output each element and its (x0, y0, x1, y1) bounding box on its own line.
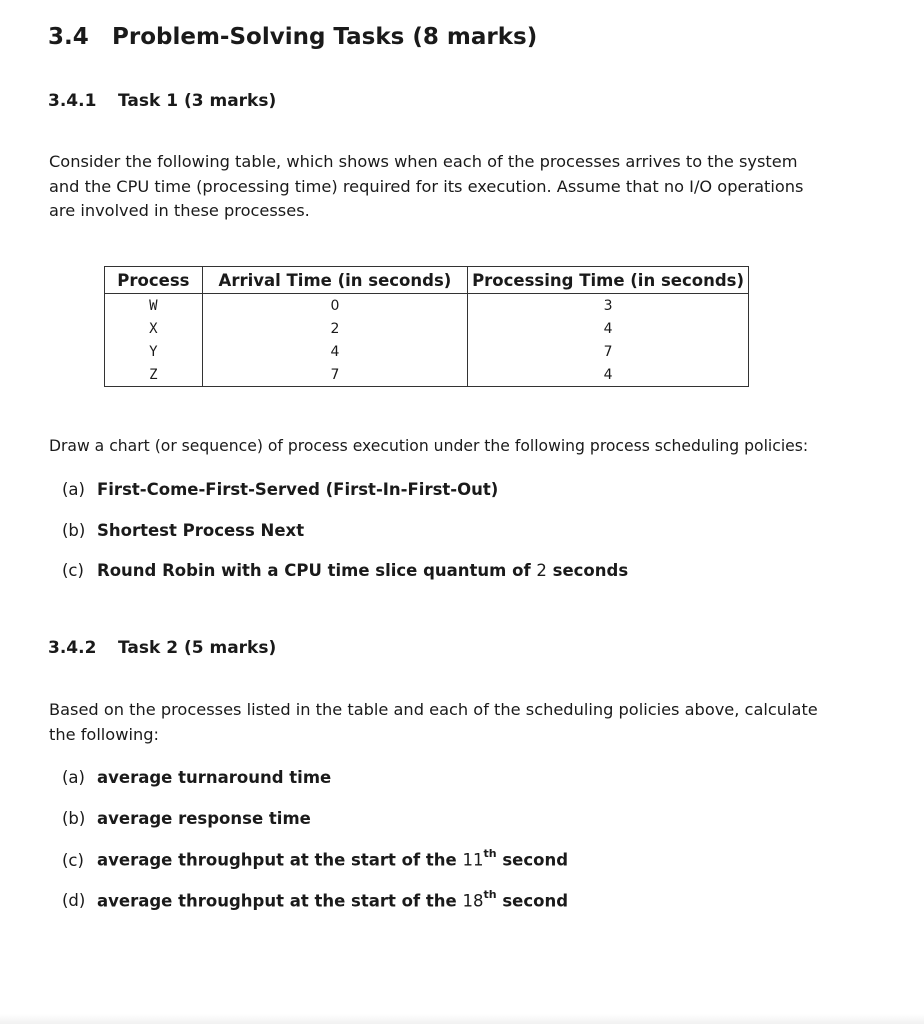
cell-arrival: 4 (202, 340, 467, 363)
page-bottom-edge (0, 1014, 924, 1024)
task2-heading (48, 638, 276, 658)
header-processing-time: Processing Time (in seconds) (468, 267, 749, 294)
table-row (105, 363, 749, 387)
task1-intro-line: Consider the following table, which shows when each of the processes arrives to the system (49, 152, 798, 171)
item-label: (b) (62, 808, 86, 828)
section-number: 3.4 (48, 24, 89, 50)
ordinal-number: 18 (462, 891, 484, 910)
item-text: average turnaround time (97, 768, 332, 787)
list-item (62, 887, 569, 931)
item-text: Shortest Process Next (97, 520, 305, 540)
policy-list (62, 480, 628, 602)
item-label: (b) (62, 520, 86, 540)
item-text: average throughput at the start of the (97, 850, 463, 870)
item-label: (d) (62, 891, 86, 910)
cell-process: X (149, 320, 158, 337)
item-text: average throughput at the start of the (97, 891, 463, 910)
cell-process: W (149, 297, 158, 314)
item-label: (a) (62, 768, 85, 787)
cell-processing: 4 (468, 317, 749, 340)
task2-intro (49, 698, 819, 747)
list-item (62, 521, 628, 562)
cell-processing: 4 (468, 363, 749, 387)
item-label: (c) (62, 561, 84, 580)
task1-intro-line: are involved in these processes. (49, 201, 310, 220)
cell-processing: 7 (468, 340, 749, 363)
table-row (105, 340, 749, 363)
list-item (62, 480, 628, 521)
list-item (62, 561, 628, 602)
cell-arrival: 7 (202, 363, 467, 387)
task1-title: Task 1 (3 marks) (118, 91, 277, 111)
item-text: First-Come-First-Served (First-In-First-Out) (97, 480, 499, 499)
item-text: Round Robin with a CPU time slice quantum of (97, 561, 537, 580)
process-table (104, 266, 749, 387)
task1-intro (49, 150, 819, 224)
cell-arrival: 0 (202, 294, 467, 318)
item-suffix: second (496, 850, 569, 870)
task1-intro-line: and the CPU time (processing time) required for its execution. Assume that no I/O operations (49, 176, 804, 196)
item-label: (c) (62, 850, 84, 870)
header-arrival-time: Arrival Time (in seconds) (202, 267, 467, 294)
instruction-text: Draw a chart (or sequence) of process execution under the following process scheduling policies: (49, 437, 809, 455)
section-heading (48, 24, 537, 50)
item-label: (a) (62, 480, 85, 499)
item-suffix: second (496, 891, 569, 910)
list-item (62, 809, 568, 850)
task2-title: Task 2 (5 marks) (118, 638, 277, 658)
task1-instruction (49, 434, 819, 459)
cell-process: Y (149, 343, 158, 360)
table-row (105, 294, 749, 318)
calculation-list (62, 768, 568, 930)
list-item (62, 849, 568, 890)
ordinal-number: 11 (462, 850, 484, 870)
item-text: average response time (97, 808, 311, 828)
quantum-value: 2 (536, 561, 547, 580)
task1-heading (48, 91, 276, 111)
list-item (62, 768, 568, 809)
section-title: Problem-Solving Tasks (8 marks) (112, 24, 538, 50)
cell-processing: 3 (468, 294, 749, 318)
task2-number: 3.4.2 (48, 638, 97, 658)
table-row (105, 317, 749, 340)
cell-process: Z (149, 366, 158, 383)
ordinal-suffix: th (483, 887, 497, 901)
table-header-row (105, 267, 749, 294)
task2-intro-line: the following: (49, 724, 159, 744)
task1-number: 3.4.1 (48, 91, 97, 111)
ordinal-suffix: th (483, 847, 497, 860)
task2-intro-line: Based on the processes listed in the table and each of the scheduling policies above, calculate (49, 700, 818, 719)
header-process: Process (105, 267, 203, 294)
cell-arrival: 2 (202, 317, 467, 340)
item-suffix: seconds (546, 561, 629, 580)
